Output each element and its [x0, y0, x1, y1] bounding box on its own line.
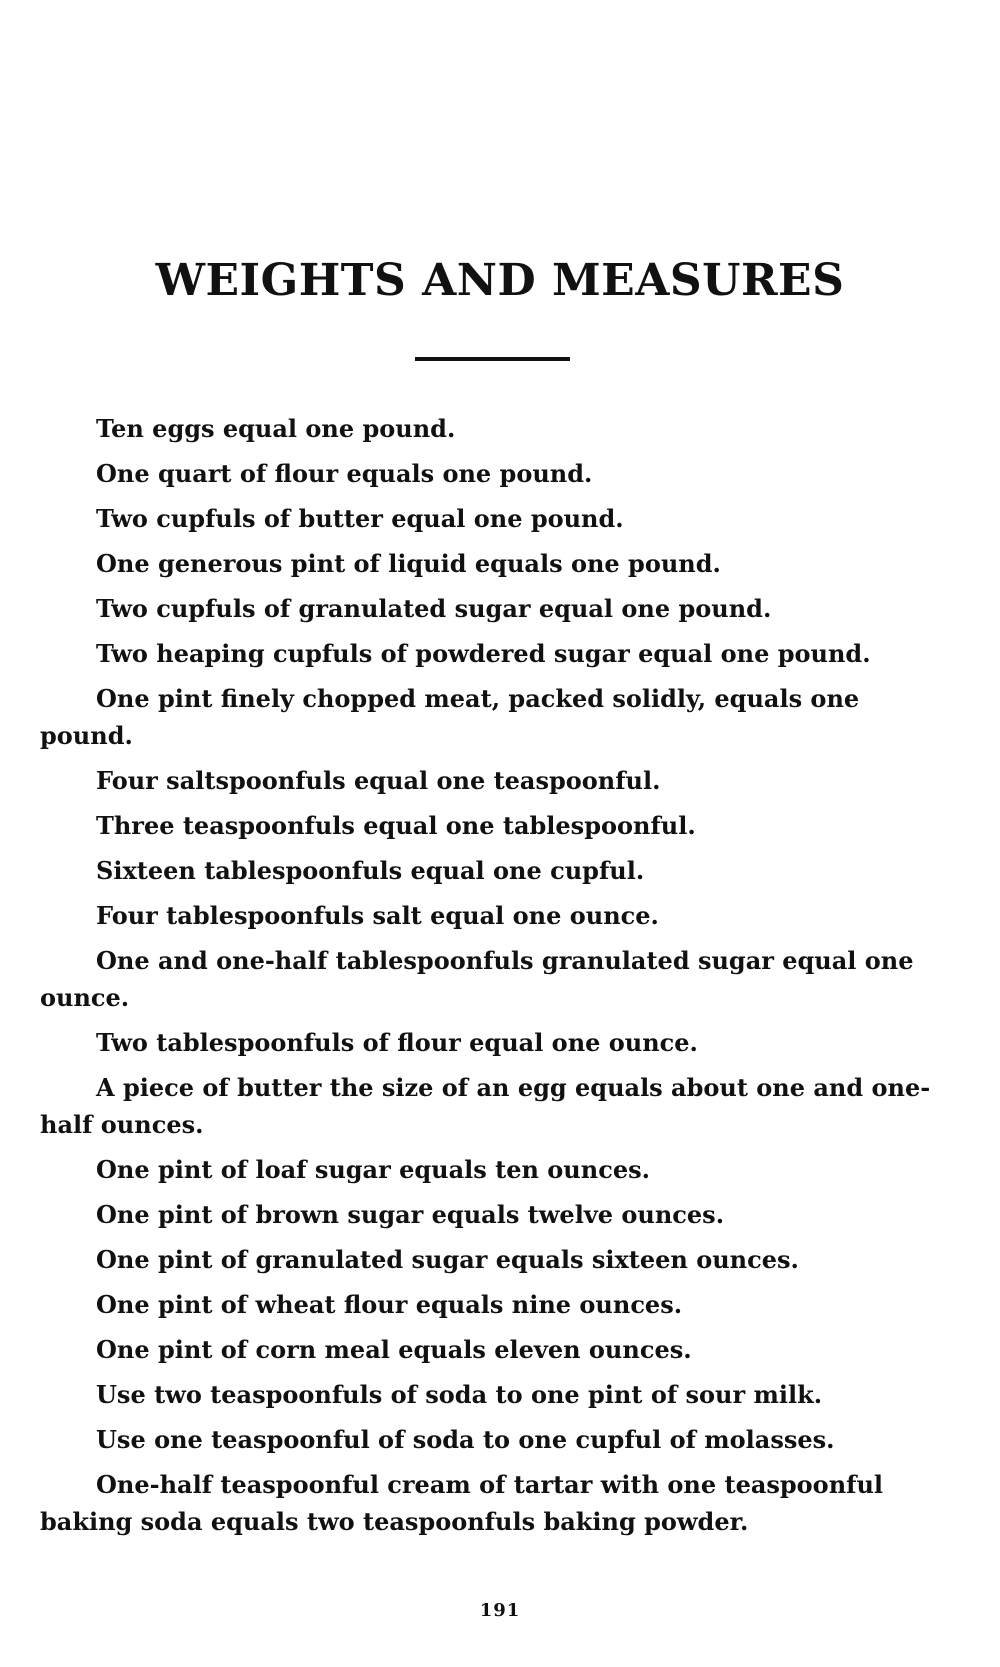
- measure-entry: Three teaspoonfuls equal one tablespoonful.: [96, 811, 696, 840]
- measure-entry: One pint of brown sugar equals twelve ounces.: [96, 1200, 725, 1229]
- measure-entry: One pint of corn meal equals eleven ounces.: [96, 1335, 692, 1364]
- measure-entry: Ten eggs equal one pound.: [96, 414, 456, 443]
- measure-entry: Use two teaspoonfuls of soda to one pint of sour milk.: [96, 1380, 823, 1409]
- measure-entry: Two tablespoonfuls of flour equal one ounce.: [96, 1028, 698, 1057]
- measure-entry: One quart of flour equals one pound.: [96, 459, 593, 488]
- measure-entry: Sixteen tablespoonfuls equal one cupful.: [96, 856, 645, 885]
- title-divider: [415, 357, 570, 361]
- measure-entry: Four tablespoonfuls salt equal one ounce.: [96, 901, 659, 930]
- measure-entry: One pint of wheat flour equals nine ounces.: [96, 1290, 683, 1319]
- measures-list: [40, 410, 960, 1548]
- measure-entry: Use one teaspoonful of soda to one cupful of molasses.: [96, 1425, 835, 1454]
- measure-entry: A piece of butter the size of an egg equals about one and one-half ounces.: [40, 1073, 931, 1139]
- measure-entry: Four saltspoonfuls equal one teaspoonful.: [96, 766, 661, 795]
- measure-entry: One pint of loaf sugar equals ten ounces.: [96, 1155, 650, 1184]
- measure-entry: One-half teaspoonful cream of tartar with one teaspoonful baking soda equals two teaspoonfuls baking powder.: [40, 1470, 884, 1536]
- measure-entry: One pint finely chopped meat, packed solidly, equals one pound.: [40, 684, 860, 750]
- page-title: WEIGHTS AND MEASURES: [155, 255, 845, 306]
- measure-entry: Two cupfuls of granulated sugar equal one pound.: [96, 594, 772, 623]
- measure-entry: Two cupfuls of butter equal one pound.: [96, 504, 624, 533]
- measure-entry: Two heaping cupfuls of powdered sugar equal one pound.: [96, 639, 871, 668]
- page-number: 191: [479, 1600, 521, 1621]
- measure-entry: One and one-half tablespoonfuls granulated sugar equal one ounce.: [40, 946, 914, 1012]
- measure-entry: One generous pint of liquid equals one pound.: [96, 549, 721, 578]
- measure-entry: One pint of granulated sugar equals sixteen ounces.: [96, 1245, 799, 1274]
